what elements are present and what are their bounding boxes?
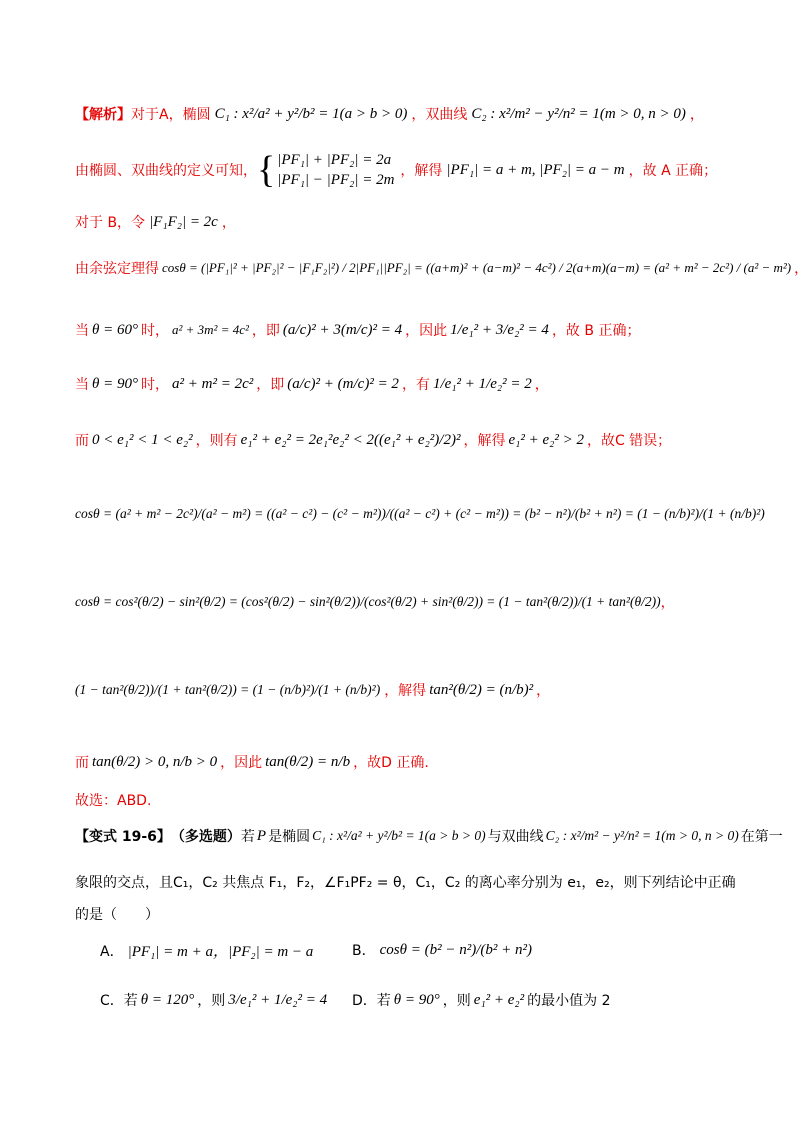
equation: (a/c)² + (m/c)² = 2 (287, 375, 399, 392)
text: ，则 (197, 993, 226, 1009)
question-line-3: 的是（ ） (75, 907, 159, 923)
answer-line: 故选：ABD. (75, 793, 152, 809)
option-label: B． (352, 943, 376, 959)
cosine-law-equation: cosθ = (|PF₁|² + |PF₂|² − |F₁F₂|²) / 2|PF₁||PF₂| = ((a+m)² + (a−m)² − 4c²) / 2(a+m)(a−m) = (a² + m² − 2c²) / (a² − m²) (162, 260, 792, 275)
text: ，解得 (400, 163, 443, 179)
solution-line-9 (75, 592, 675, 612)
text: 由椭圆、双曲线的定义可知， (75, 163, 257, 179)
inequality: e₁² + e₂² = 2e₁²e₂² < 2((e₁² + e₂²)/2)² (240, 431, 461, 448)
option-condition: θ = 120° (140, 991, 195, 1008)
text: 对于A，椭圆 (131, 107, 211, 123)
text: ， (660, 595, 675, 611)
text: ，故C 错误； (586, 433, 672, 449)
equation: a² + 3m² = 4c² (172, 322, 249, 337)
question-tag: 【变式 19-6】 (75, 829, 171, 845)
option-condition: θ = 90° (393, 991, 440, 1008)
equation: 1/e₁² + 1/e₂² = 2 (432, 375, 532, 392)
text: ， (689, 107, 704, 123)
text: 而 (75, 755, 89, 771)
text: 与双曲线 (487, 829, 544, 845)
text: ，即 (251, 323, 280, 339)
hyperbola-equation: C₂ : x²/m² − y²/n² = 1(m > 0, n > 0) (545, 828, 739, 843)
text: 对于 B，令 (75, 215, 146, 231)
option-equation: cosθ = (b² − n²)/(b² + n²) (379, 941, 532, 958)
equation: |PF₁| = a + m, |PF₂| = a − m (446, 161, 625, 178)
solution-line-5 (75, 320, 640, 340)
ellipse-equation: C₁ : x²/a² + y²/b² = 1(a > b > 0) (214, 105, 408, 122)
text: 由余弦定理得 (75, 261, 159, 277)
text: ，则 (442, 993, 471, 1009)
text: ，双曲线 (411, 107, 468, 123)
solution-line-11 (75, 752, 429, 772)
option-expression: e₁² + e₂² (473, 991, 525, 1008)
option-label: C．若 (100, 993, 138, 1009)
equation: |PF₁| − |PF₂| = 2m (277, 172, 395, 188)
analysis-tag: 【解析】 (75, 107, 131, 123)
text: 是椭圆 (268, 829, 311, 845)
point-p: P (256, 827, 267, 844)
option-label: A． (100, 943, 124, 960)
text: ，故 A 正确； (628, 163, 718, 179)
text: 时， (141, 323, 169, 339)
text: ，则有 (195, 433, 238, 449)
equation: a² + m² = 2c² (172, 375, 254, 392)
equation: (1 − tan²(θ/2))/(1 + tan²(θ/2)) = (1 − (n/b)²)/(1 + (n/b)²) (75, 682, 381, 697)
solution-line-3 (75, 212, 236, 232)
equation-system (277, 150, 394, 190)
text: ，解得 (384, 683, 427, 699)
equation: |PF₁| + |PF₂| = 2a (277, 152, 392, 168)
text: ，故D 正确. (353, 755, 429, 771)
equation: 1/e₁² + 3/e₂² = 4 (450, 321, 549, 338)
inequality: tan(θ/2) > 0, n/b > 0 (92, 753, 218, 770)
text: 当 (75, 377, 89, 393)
text: ，因此 (220, 755, 263, 771)
solution-line-6 (75, 374, 549, 394)
solution-line-7 (75, 430, 671, 450)
option-equation: |PF₁| = m + a，|PF₂| = m − a (127, 944, 314, 960)
text: ，因此 (405, 323, 448, 339)
text: ， (794, 261, 808, 277)
hyperbola-equation: C₂ : x²/m² − y²/n² = 1(m > 0, n > 0) (471, 105, 686, 122)
solution-line-10 (75, 680, 550, 700)
cos-theta-derivation: cosθ = (a² + m² − 2c²)/(a² − m²) = ((a² − c²) − (c² − m²))/((a² − c²) + (c² − m²)) = (b² − n²)/(b² + n²) = (1 − (n/b)²)/(1 + (n/b)²) (75, 506, 765, 521)
text: 当 (75, 323, 89, 339)
question-type: （多选题） (170, 829, 241, 845)
text: ，即 (256, 377, 285, 393)
inequality: e₁² + e₂² > 2 (508, 431, 584, 448)
equation: |F₁F₂| = 2c (149, 213, 218, 230)
text: 的最小值为 2 (527, 993, 611, 1009)
option-equation: 3/e₁² + 1/e₂² = 4 (228, 991, 328, 1008)
solution-line-4 (75, 258, 808, 278)
option-label: D．若 (352, 993, 391, 1009)
option-a (100, 940, 313, 961)
option-c (100, 990, 327, 1010)
equation: tan(θ/2) = n/b (265, 753, 351, 770)
option-d (352, 990, 611, 1010)
text: 若 (240, 829, 255, 845)
ellipse-equation: C₁ : x²/a² + y²/b² = 1(a > b > 0) (312, 828, 486, 843)
text: 在第一 (740, 829, 783, 845)
equation: (a/c)² + 3(m/c)² = 4 (282, 321, 403, 338)
option-b (352, 940, 532, 960)
text: ， (536, 683, 551, 699)
equation: θ = 60° (92, 321, 138, 338)
text: ， (221, 215, 236, 231)
equation: tan²(θ/2) = (n/b)² (429, 681, 534, 698)
text: ， (534, 377, 549, 393)
question-line-2: 象限的交点，且C₁，C₂ 共焦点 F₁，F₂，∠F₁PF₂ = θ，C₁，C₂ 的离心率分别为 e₁，e₂，则下列结论中正确 (75, 875, 736, 891)
question-line-1 (75, 826, 783, 846)
text: 而 (75, 433, 89, 449)
text: ，解得 (463, 433, 506, 449)
solution-line-2 (75, 150, 717, 190)
equation: θ = 90° (92, 375, 138, 392)
text: ，故 B 正确； (551, 323, 641, 339)
brace: { (257, 149, 276, 191)
text: ，有 (401, 377, 430, 393)
inequality: 0 < e₁² < 1 < e₂² (92, 431, 193, 448)
solution-line-1 (75, 104, 704, 124)
solution-line-8 (75, 506, 765, 522)
text: 时， (141, 377, 169, 393)
half-angle-derivation: cosθ = cos²(θ/2) − sin²(θ/2) = (cos²(θ/2) − sin²(θ/2))/(cos²(θ/2) + sin²(θ/2)) = (1 − tan²(θ/2))/(1 + tan²(θ/2)) (75, 594, 661, 609)
